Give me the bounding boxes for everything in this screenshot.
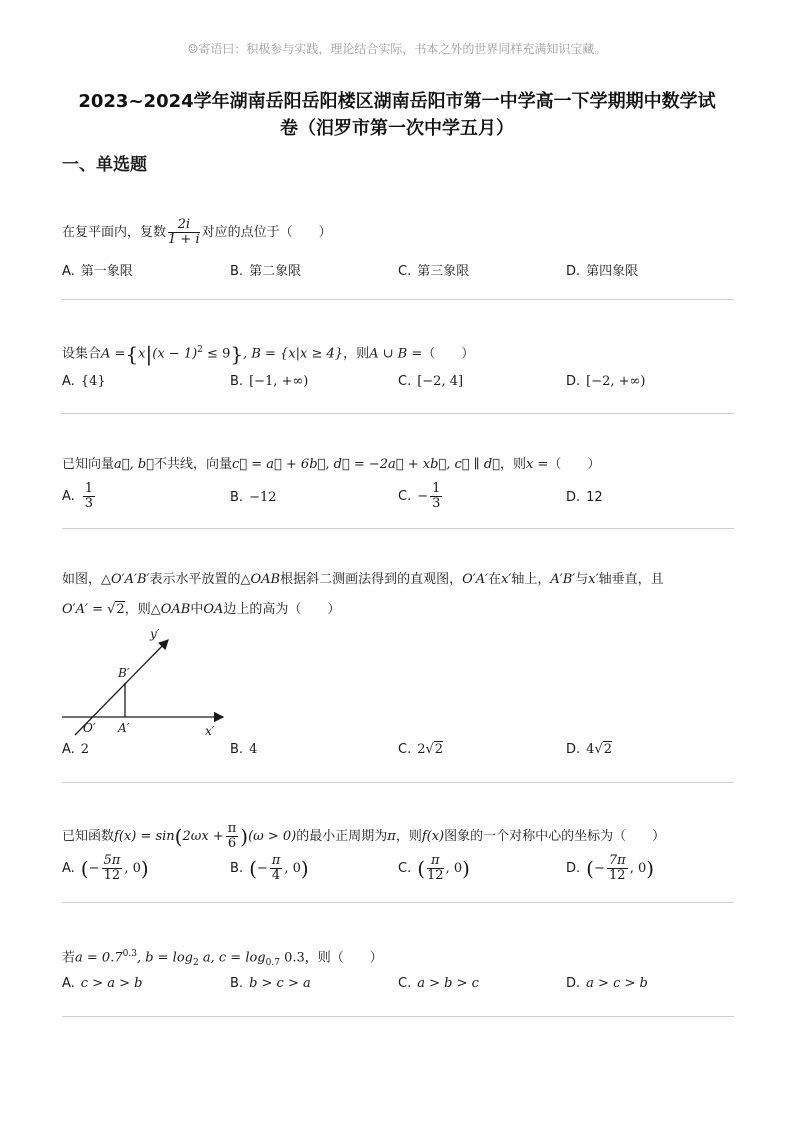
option-text: [−1, +∞)	[249, 374, 309, 389]
q4-text: 表示水平放置的	[149, 572, 241, 587]
paren: )	[140, 856, 149, 881]
option-frac	[270, 854, 283, 883]
frac-num: 7π	[608, 853, 626, 868]
option-sign: −	[417, 489, 429, 504]
q3-option-d[interactable]	[566, 490, 603, 505]
option-letter: D.	[566, 976, 581, 991]
sqrt-sign: √	[594, 742, 603, 757]
q4-text: 轴上，	[511, 572, 551, 587]
option-tail: , 0	[445, 861, 463, 876]
q6-c-tail: 0.3	[279, 950, 305, 966]
q4-text: ，则	[124, 602, 151, 617]
label-o-prime: O′	[83, 721, 96, 735]
option-letter: A.	[62, 374, 75, 389]
option-text: 第四象限	[586, 264, 639, 279]
q5-option-d[interactable]	[566, 854, 654, 883]
title-line-1: 2023~2024学年湖南岳阳岳阳楼区湖南岳阳市第一中学高一下学期期中数学试	[78, 91, 716, 112]
option-text: 第一象限	[80, 264, 133, 279]
q4-radicand: 2	[116, 602, 125, 617]
option-tail: , 0	[284, 861, 301, 876]
frac-den: 12	[427, 868, 444, 883]
q2-text-end: （ ）	[422, 346, 475, 362]
q5-function: f(x) = sin	[114, 829, 175, 844]
q1-option-a[interactable]	[62, 260, 133, 279]
q3-expr: x =	[525, 457, 549, 472]
q5-option-a[interactable]	[62, 854, 149, 883]
option-tail: , 0	[629, 861, 647, 876]
q2-set-a-var: x	[138, 346, 146, 362]
q3-option-c[interactable]	[398, 482, 444, 511]
question-6-options	[62, 976, 742, 1000]
paren: (	[80, 856, 89, 881]
q1-frac-den: 1 + i	[168, 232, 200, 247]
paren: )	[462, 856, 470, 881]
section-heading: 一、单选题	[62, 155, 147, 175]
q4-text: 边上的高为（ ）	[223, 602, 341, 617]
option-frac	[102, 854, 123, 883]
option-letter: B.	[230, 742, 244, 757]
label-y-prime: y′	[150, 627, 160, 641]
q4-segment: A′B′	[550, 572, 576, 587]
option-letter: B.	[230, 861, 244, 876]
q1-option-b[interactable]	[230, 260, 301, 279]
question-3-options	[62, 482, 742, 516]
q1-option-d[interactable]	[566, 260, 638, 279]
option-letter: A.	[62, 861, 75, 876]
q5-text: 已知函数	[62, 829, 115, 844]
option-text: {4}	[80, 374, 106, 389]
paren: (	[249, 856, 257, 881]
label-x-prime: x′	[205, 724, 215, 738]
oblique-projection-figure	[60, 622, 235, 740]
title-line-2: 卷（汨罗市第一次中学五月）	[280, 118, 514, 139]
frac-den: 12	[609, 868, 626, 883]
option-letter: D.	[566, 264, 581, 279]
q2-set-a-label: A =	[101, 346, 126, 362]
question-6-stem	[62, 944, 383, 973]
q2-left-brace: {	[125, 341, 139, 366]
q2-right-brace: }	[230, 341, 244, 366]
option-letter: A.	[62, 489, 75, 504]
exam-title	[40, 88, 754, 142]
option-letter: A.	[62, 976, 75, 991]
q5-period: π	[387, 829, 396, 844]
paren: )	[646, 856, 655, 881]
option-tail: , 0	[124, 861, 141, 876]
question-divider	[62, 782, 734, 783]
q6-option-c[interactable]	[398, 976, 479, 991]
question-divider	[62, 528, 734, 529]
option-letter: D.	[566, 374, 581, 389]
q6-c-sub: 0.7	[265, 957, 280, 968]
label-b-prime: B′	[118, 666, 130, 680]
option-frac	[607, 854, 628, 883]
q6-b-sub: 2	[193, 957, 199, 968]
option-text: c > a > b	[80, 976, 143, 991]
q5-text: 的最小正周期为	[296, 829, 388, 844]
q2-set-a-tail: ≤ 9	[202, 346, 231, 362]
option-letter: C.	[398, 976, 412, 991]
q4-segment: O′A′	[462, 572, 489, 587]
option-letter: B.	[230, 374, 244, 389]
q4-text: 与	[575, 572, 589, 587]
q2-text-pre: 设集合	[62, 346, 102, 362]
q2-set-a-exp: 2	[197, 345, 203, 355]
question-4-stem-line-1	[62, 570, 664, 590]
frac-num: π	[427, 854, 444, 869]
question-divider	[62, 413, 734, 414]
option-text: 第二象限	[249, 264, 302, 279]
frac-num: π	[271, 853, 281, 868]
frac-den: 3	[84, 496, 94, 511]
q6-a-exp: 0.3	[122, 949, 137, 959]
q6-b-tail: a, c = log	[198, 950, 266, 966]
option-letter: A.	[62, 264, 75, 279]
frac-den: 4	[271, 868, 281, 883]
paren: (	[417, 856, 426, 881]
question-3-stem	[62, 455, 600, 475]
sqrt-sign: √	[102, 602, 116, 617]
option-sign: −	[88, 861, 100, 876]
q4-axis: x′	[501, 572, 512, 587]
q6-option-a[interactable]	[62, 976, 142, 991]
question-5-options	[62, 854, 742, 890]
q3-a-frac	[83, 482, 95, 511]
q6-a-eq: a = 0.7	[75, 950, 123, 966]
q4-equation: O′A′ =	[62, 602, 103, 617]
q6-option-b[interactable]	[230, 976, 311, 991]
q4-text: 根据斜二测画法得到的直观图，	[280, 572, 463, 587]
question-divider	[62, 1016, 734, 1017]
option-text: a > b > c	[417, 976, 479, 991]
q4-text: 轴垂直，且	[598, 572, 664, 587]
q3-vectors-cd: c⃗ = a⃗ + 6b⃗, d⃗ = −2a⃗ + xb⃗, c⃗ ∥ d⃗	[231, 457, 500, 472]
option-letter: C.	[398, 489, 412, 504]
question-divider	[62, 902, 734, 903]
question-2-stem	[62, 340, 474, 364]
option-letter: C.	[398, 742, 412, 757]
q2-set-a-cond: (x − 1)	[152, 346, 198, 362]
q4-option-a[interactable]	[62, 742, 89, 757]
option-letter: A.	[62, 742, 75, 757]
q3-text-end: （ ）	[548, 457, 601, 472]
paren: )	[300, 856, 309, 881]
q2-option-a[interactable]	[62, 374, 106, 389]
option-letter: C.	[398, 861, 412, 876]
q1-fraction	[168, 218, 200, 247]
q3-c-frac	[430, 482, 442, 511]
q6-text: ，则（ ）	[304, 950, 383, 966]
q2-option-d[interactable]	[566, 374, 645, 389]
q4-triangle-3: △OAB	[150, 602, 191, 617]
q2-text-post: ，则	[343, 346, 370, 362]
q5-option-c[interactable]	[398, 854, 470, 883]
q4-option-b[interactable]	[230, 742, 257, 757]
q5-condition: (ω > 0)	[248, 829, 297, 844]
q6-option-d[interactable]	[566, 976, 648, 991]
option-frac	[427, 854, 444, 883]
option-letter: C.	[398, 264, 412, 279]
option-coef: 2	[417, 742, 426, 757]
sqrt-sign: √	[425, 742, 434, 757]
motto-line: ☺寄语曰：积极参与实践，理论结合实际，书本之外的世界同样充满知识宝藏。	[187, 42, 607, 56]
option-text: a > c > b	[586, 976, 648, 991]
q4-text: 在	[488, 572, 502, 587]
option-letter: C.	[398, 374, 412, 389]
q3-text-mid: 不共线，向量	[153, 457, 232, 472]
question-1-options	[62, 260, 742, 284]
q5-right-paren: )	[240, 824, 249, 849]
option-text: 4	[249, 742, 258, 757]
option-letter: D.	[566, 861, 581, 876]
q3-text-post: ，则	[499, 457, 526, 472]
q2-option-c[interactable]	[398, 374, 463, 389]
q3-option-a[interactable]	[62, 482, 97, 511]
frac-num: π	[227, 821, 237, 836]
q1-text-pre: 在复平面内，复数	[62, 225, 167, 240]
q5-option-b[interactable]	[230, 854, 309, 883]
question-4-options	[62, 742, 742, 766]
q4-triangle-2: △OAB	[240, 572, 281, 587]
option-radicand: 2	[434, 742, 444, 757]
q5-text: ，则	[395, 829, 422, 844]
option-letter: D.	[566, 490, 581, 505]
q3-option-b[interactable]	[230, 490, 277, 505]
q3-text-pre: 已知向量	[62, 457, 115, 472]
q2-bar: |	[145, 341, 153, 366]
q5-inner: 2ωx +	[182, 829, 224, 844]
q4-segment: OA	[203, 602, 224, 617]
option-letter: B.	[230, 976, 244, 991]
q4-axis: x′	[588, 572, 599, 587]
q5-left-paren: (	[174, 824, 183, 849]
option-text: b > c > a	[249, 976, 311, 991]
q1-text-post: 对应的点位于（ ）	[201, 225, 332, 240]
frac-den: 12	[103, 868, 121, 883]
q4-option-d[interactable]	[566, 742, 612, 757]
question-1-stem	[62, 218, 332, 247]
frac-den: 6	[227, 836, 237, 851]
option-text: 第三象限	[417, 264, 470, 279]
question-divider	[62, 299, 734, 300]
question-4-stem-line-2	[62, 600, 340, 620]
option-sign: −	[593, 861, 605, 876]
q5-text: 图象的一个对称中心的坐标为（ ）	[444, 829, 666, 844]
q2-expr: A ∪ B =	[369, 346, 423, 362]
option-text: [−2, +∞)	[586, 374, 646, 389]
label-a-prime: A′	[118, 721, 130, 735]
q5-function: f(x)	[421, 829, 445, 844]
frac-num: 5π	[103, 853, 121, 868]
q1-frac-num: 2i	[168, 218, 200, 233]
question-2-options	[62, 374, 742, 398]
option-text: 2	[80, 742, 90, 757]
option-text: −12	[249, 490, 277, 505]
option-sign: −	[256, 861, 268, 876]
option-text: [−2, 4]	[417, 374, 464, 389]
option-text: 12	[586, 490, 603, 505]
frac-den: 3	[432, 496, 441, 511]
frac-num: 1	[432, 481, 441, 496]
q3-vectors-ab: a⃗, b⃗	[114, 457, 154, 472]
option-letter: B.	[230, 264, 244, 279]
q5-pi-frac	[226, 822, 239, 851]
q4-text: 中	[190, 602, 204, 617]
q2-set-b: , B = {x|x ≥ 4}	[243, 346, 344, 362]
option-radicand: 2	[603, 742, 613, 757]
q6-text: 若	[62, 950, 76, 966]
q4-text: 如图，	[62, 572, 102, 587]
q4-triangle-1: △O′A′B′	[101, 572, 150, 587]
q6-b-eq: , b = log	[136, 950, 193, 966]
q2-option-b[interactable]	[230, 374, 308, 389]
q1-option-c[interactable]	[398, 260, 469, 279]
q4-option-c[interactable]	[398, 742, 443, 757]
option-coef: 4	[586, 742, 595, 757]
option-letter: B.	[230, 490, 244, 505]
frac-num: 1	[84, 481, 94, 496]
question-5-stem	[62, 822, 665, 851]
option-letter: D.	[566, 742, 581, 757]
paren: (	[586, 856, 594, 881]
